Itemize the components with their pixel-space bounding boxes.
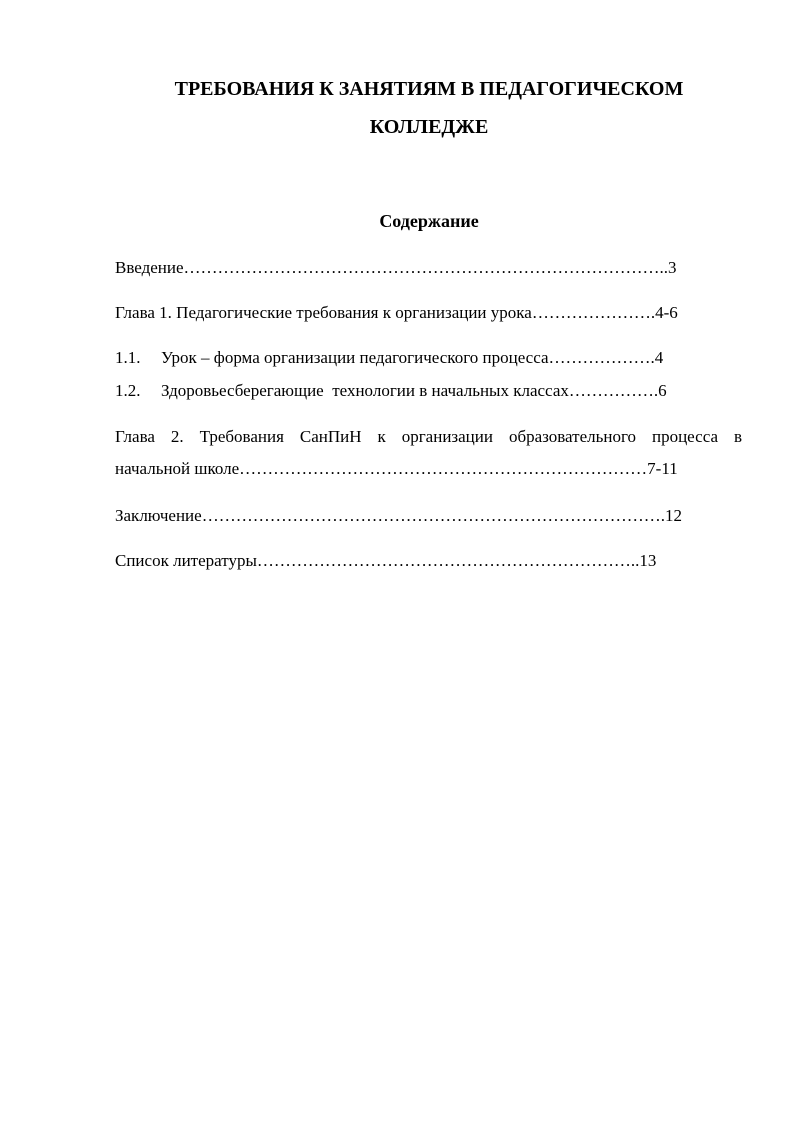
toc-entry-chapter-1: Глава 1. Педагогические требования к организации урока………………….4-6: [115, 303, 678, 322]
toc-entry-conclusion: Заключение……………………………………………………………………….12: [115, 506, 682, 525]
section-title: Урок – форма организации педагогического процесса……………….4: [161, 348, 664, 367]
section-number: 1.1.: [115, 348, 141, 367]
toc-entry-references: Список литературы…………………………………………………………..13: [115, 551, 657, 570]
section-title: Здоровьесберегающие технологии в начальных классах…………….6: [161, 381, 667, 400]
document-title-line-1: ТРЕБОВАНИЯ К ЗАНЯТИЯМ В ПЕДАГОГИЧЕСКОМ: [174, 78, 684, 100]
toc-entry-chapter-2-line-2: начальной школе………………………………………………………………7-11: [115, 459, 678, 478]
toc-entry-section-1-2: [115, 380, 667, 402]
section-number: 1.2.: [115, 381, 141, 400]
contents-heading: Содержание: [379, 211, 479, 231]
toc-entry-intro: Введение…………………………………………………………………………..3: [115, 258, 677, 277]
document-title-line-2: КОЛЛЕДЖЕ: [369, 116, 489, 138]
toc-entry-section-1-1: [115, 347, 663, 369]
toc-entry-chapter-2-line-1: Глава 2. Требования СанПиН к организации образовательного процесса в: [115, 427, 742, 446]
